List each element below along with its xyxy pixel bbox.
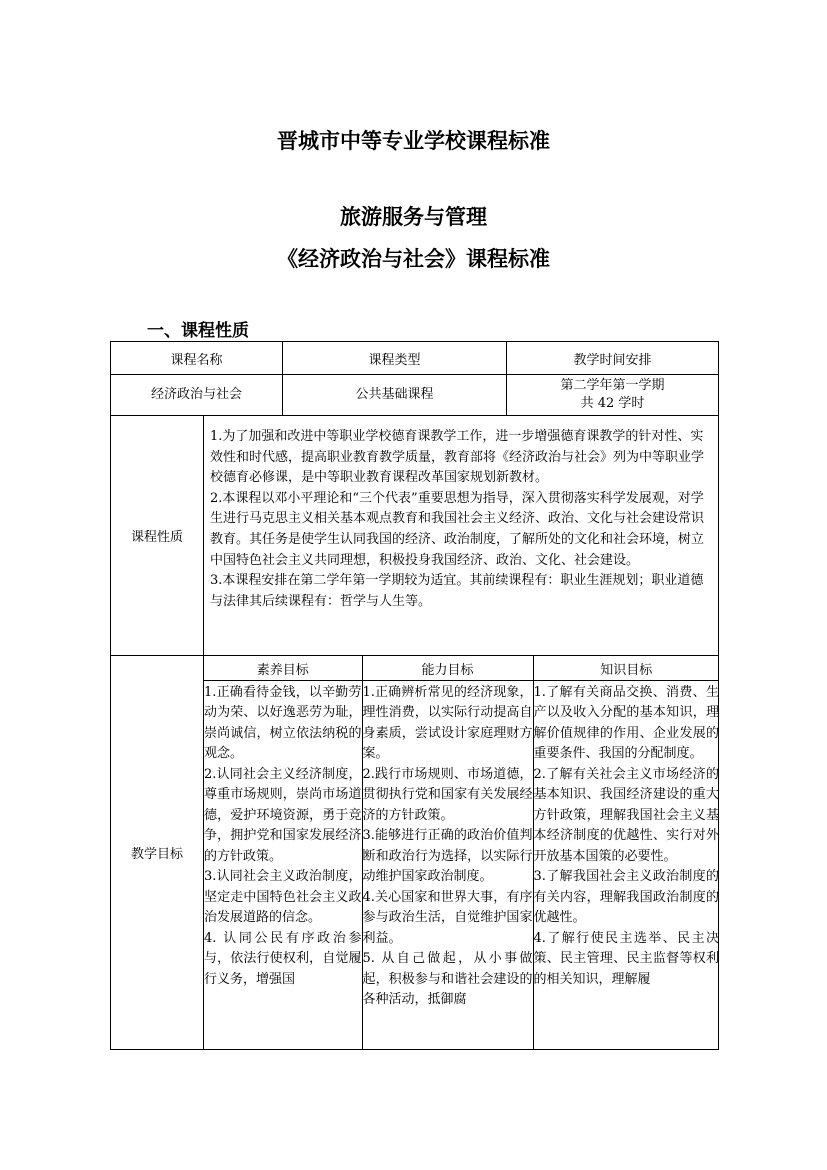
major-title: 旅游服务与管理	[340, 205, 487, 229]
teaching-goals-content	[204, 656, 719, 1050]
goal-item: 2.践行市场规则、市场道德，贯彻执行党和国家有关发展经济的方针政策。	[362, 766, 533, 823]
nature-paragraph: 3.本课程安排在第二学年第一学期较为适宜。其前续课程有：职业生涯规划；职业道德与法律其后续课程有：哲学与人生等。	[210, 573, 704, 609]
goal-item: 3.了解我国社会主义政治制度的有关内容，理解我国政治制度的优越性。	[533, 869, 719, 925]
school-standard-title: 晋城市中等专业学校课程标准	[277, 129, 550, 153]
goal-item: 3.能够进行正确的政治价值判断和政治行为选择，以实际行动维护国家政治制度。	[362, 828, 533, 884]
goal-item: 4.了解行使民主选举、民主决策、民主管理、民主监督等权利的相关知识，理解履	[533, 930, 719, 987]
goal-item: 2.认同社会主义经济制度，尊重市场规则，崇尚市场道德，爱护环境资源，勇于竞争，拥护党和国家发展经济的方针政策。	[204, 766, 362, 864]
course-nature-content	[204, 416, 719, 656]
goal-item: 1.正确看待金钱，以辛勤劳动为荣、以好逸恶劳为耻，崇尚诚信，树立依法纳税的观念。	[204, 684, 362, 761]
nature-paragraph: 1.为了加强和改进中等职业学校德育课教学工作，进一步增强德育课教学的针对性、实效性和时代感，提高职业教育教学质量，教育部将《经济政治与社会》列为中等职业学校德育必修课，是中等职业教育课程改革国家规划新教材。	[210, 429, 705, 486]
goal-item: 5. 从自己做起，从小事做起，积极参与和谐社会建设的各种活动，抵御腐	[362, 951, 533, 1007]
teaching-goals-row	[111, 656, 719, 1050]
goals-content-row	[204, 681, 719, 1050]
header-course-type: 课程类型	[283, 342, 507, 375]
goal-item: 2.了解有关社会主义市场经济的基本知识、我国经济建设的重大方针政策，理解我国社会主义基本经济制度的优越性、实行对外开放基本国策的必要性。	[533, 766, 719, 864]
goal-header-ability: 能力目标	[362, 656, 533, 681]
goal-header-knowledge: 知识目标	[533, 656, 719, 681]
course-nature-row	[111, 416, 719, 656]
course-name-cell: 经济政治与社会	[111, 375, 283, 416]
course-standard-title: 《经济政治与社会》课程标准	[277, 247, 550, 271]
goals-subtable	[204, 656, 719, 1049]
schedule-line-1: 第二学年第一学期	[560, 378, 665, 393]
table-header-row	[111, 342, 719, 375]
goal-item: 4.关心国家和世界大事，有序参与政治生活，自觉维护国家利益。	[362, 889, 533, 946]
section-heading-course-nature: 一、课程性质	[147, 321, 249, 341]
goal-item: 1.了解有关商品交换、消费、生产以及收入分配的基本知识，理解价值规律的作用、企业发展的重要条件、我国的分配制度。	[533, 684, 719, 761]
goal-item: 3.认同社会主义政治制度，坚定走中国特色社会主义政治发展道路的信念。	[204, 869, 362, 925]
literacy-goals-cell	[204, 681, 362, 1050]
goals-header-row	[204, 656, 719, 681]
header-schedule: 教学时间安排	[507, 342, 719, 375]
course-info-table	[110, 341, 719, 1050]
course-basic-row	[111, 375, 719, 416]
schedule-line-2: 共 42 学时	[580, 396, 645, 411]
course-type-cell: 公共基础课程	[283, 375, 507, 416]
course-nature-label: 课程性质	[111, 416, 204, 656]
header-course-name: 课程名称	[111, 342, 283, 375]
nature-paragraph: 2.本课程以邓小平理论和“三个代表”重要思想为指导，深入贯彻落实科学发展观，对学生进行马克思主义相关基本观点教育和我国社会主义经济、政治、文化与社会建设常识教育。其任务是使学生认同我国的经济、政治制度，了解所处的文化和社会环境，树立中国特色社会主义共同理想，积极投身我国经济、政治、文化、社会建设。	[210, 490, 705, 568]
goal-item: 4. 认同公民有序政治参与，依法行使权利，自觉履行义务，增强国	[204, 930, 362, 987]
goal-item: 1.正确辨析常见的经济现象，理性消费，以实际行动提高自身素质，尝试设计家庭理财方案。	[362, 684, 533, 761]
knowledge-goals-cell	[533, 681, 719, 1050]
schedule-cell	[507, 375, 719, 416]
goal-header-literacy: 素养目标	[204, 656, 362, 681]
teaching-goals-label: 教学目标	[111, 656, 204, 1050]
ability-goals-cell	[362, 681, 533, 1050]
